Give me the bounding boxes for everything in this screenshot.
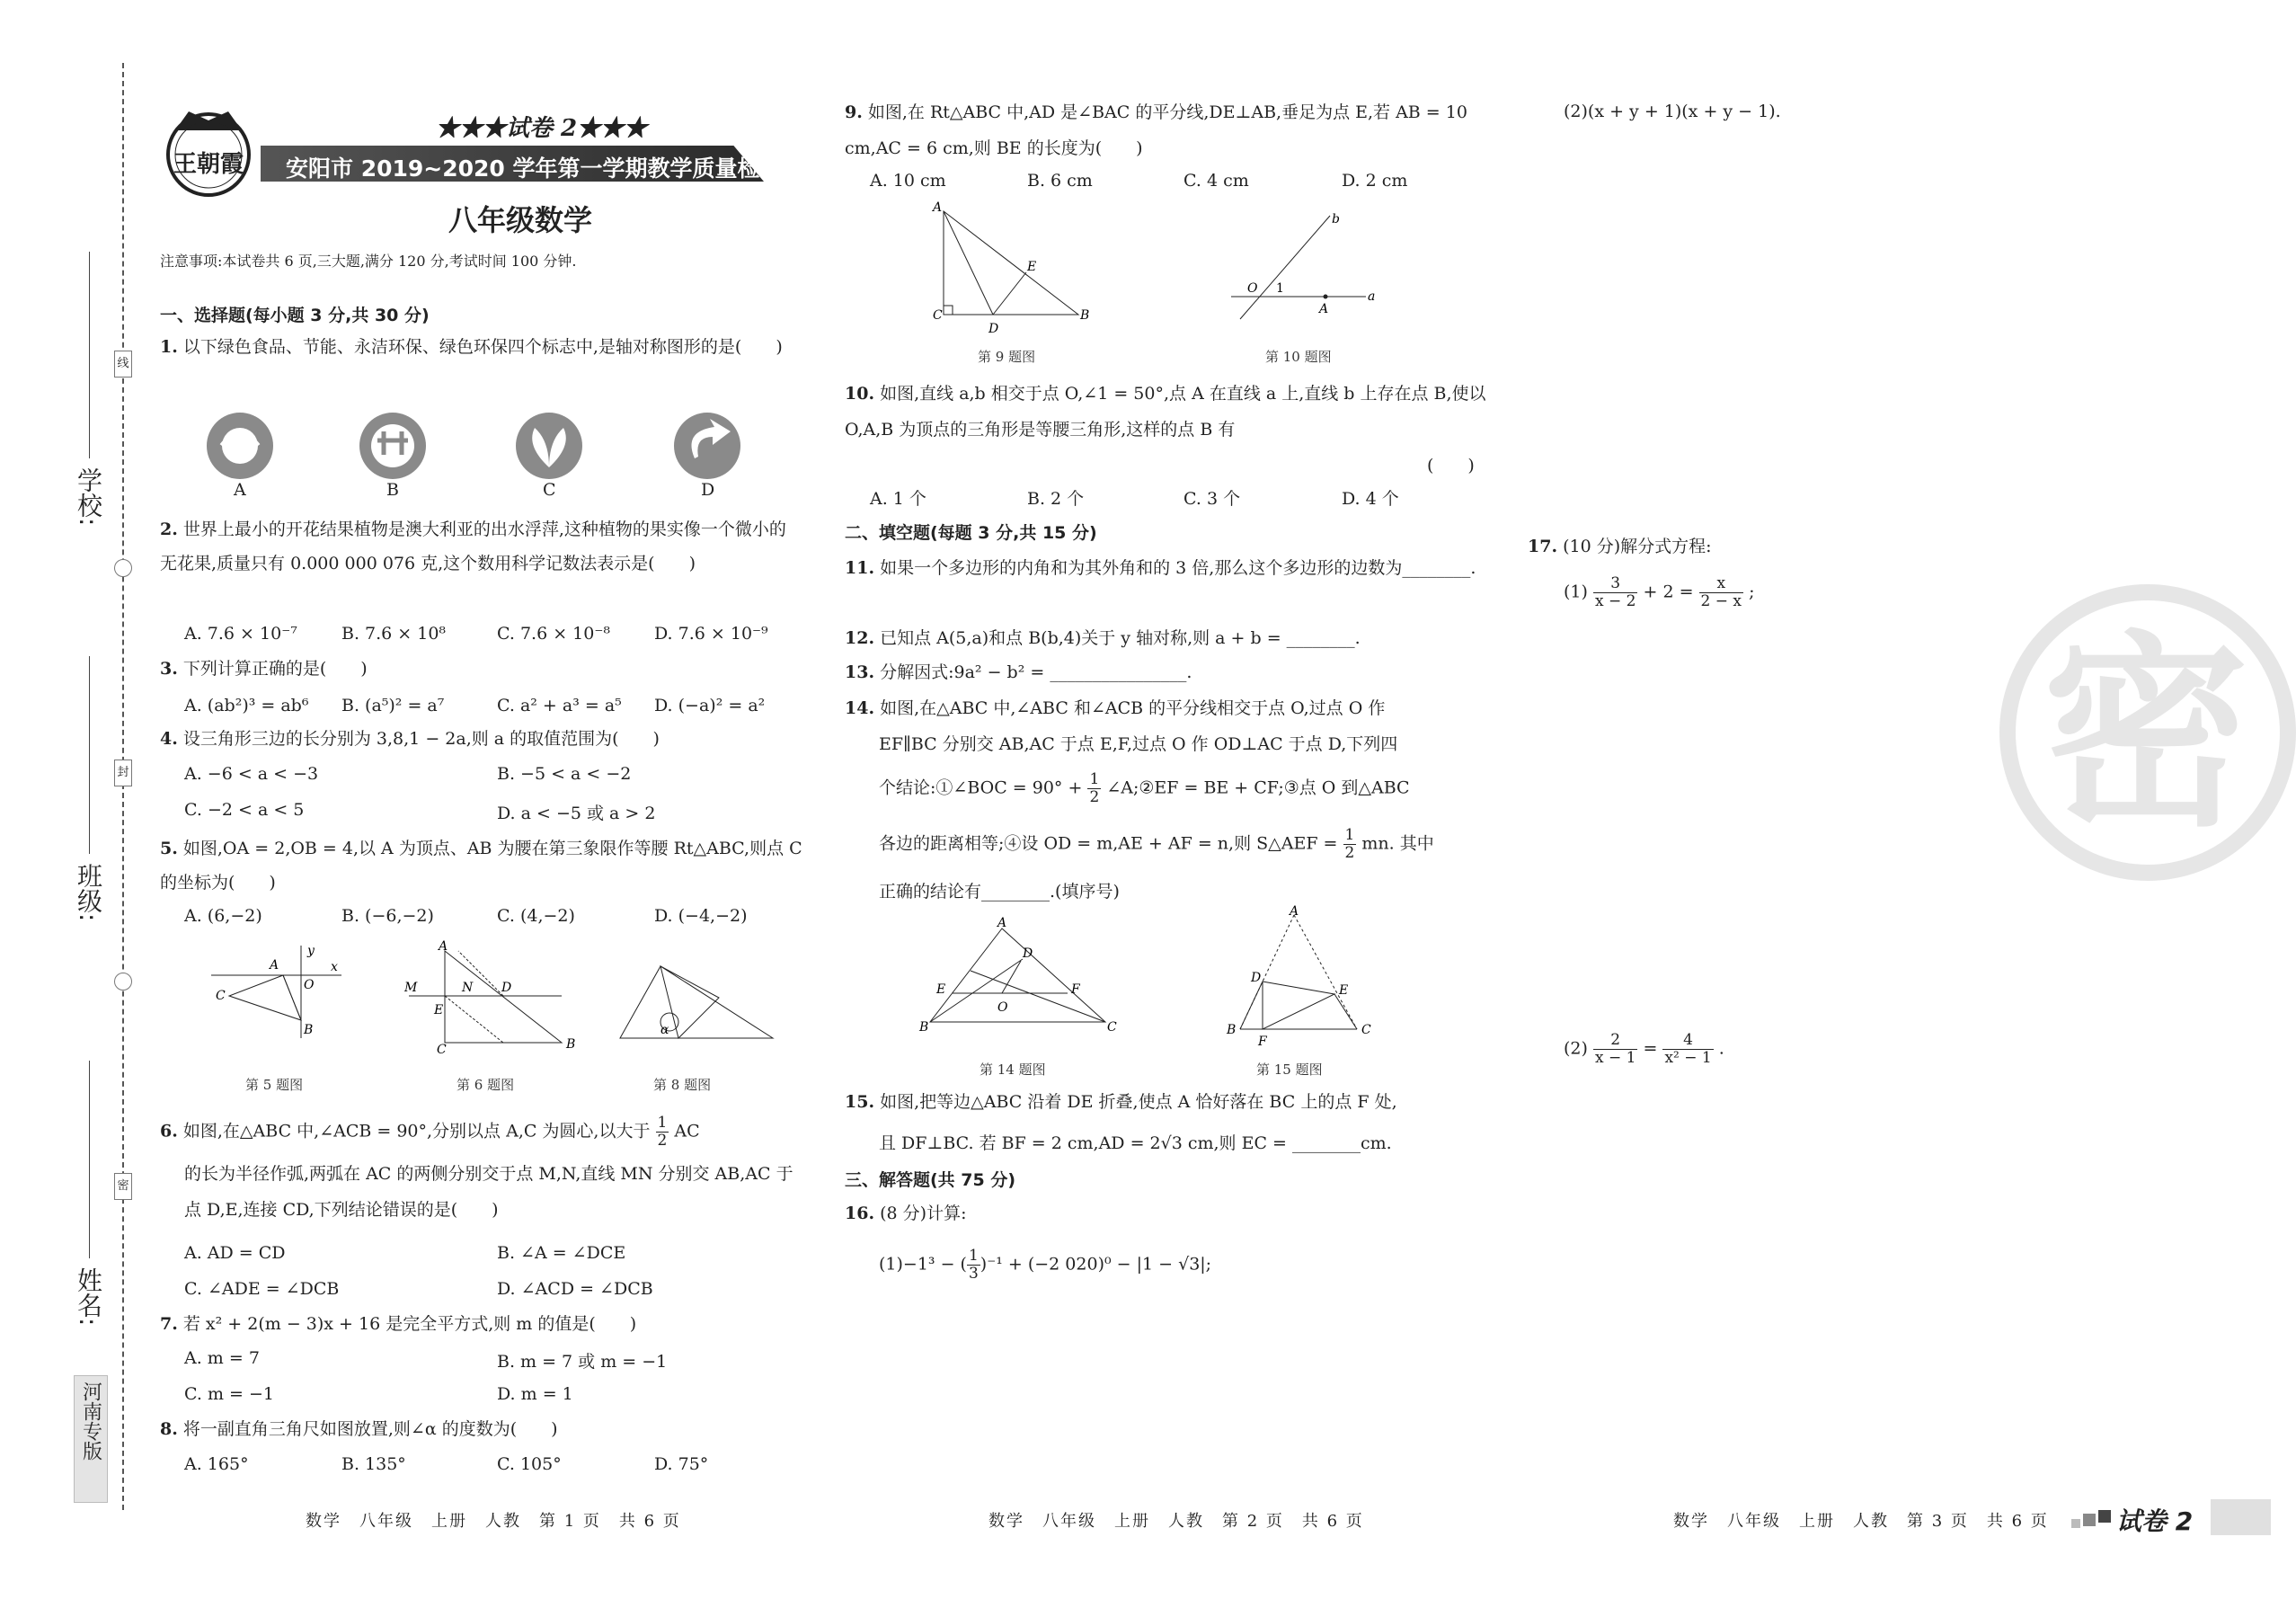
- q10-text: 如图,直线 a,b 相交于点 O,∠1 = 50°,点 A 在直线 a 上,直线 b 上存在点 B,使以 O,A,B 为顶点的三角形是等腰三角形,这样的点 B 有: [845, 384, 1486, 440]
- q5-num: 5.: [160, 839, 178, 858]
- q9-num: 9.: [845, 102, 863, 122]
- svg-text:b: b: [1332, 212, 1340, 227]
- name-blank: [89, 1061, 91, 1258]
- q14-fraction-half: $\frac{1}{2}$: [1089, 770, 1100, 806]
- q6-text-a: 如图,在△ABC 中,∠ACB = 90°,分别以点 A,C 为圆心,以大于: [182, 1121, 651, 1142]
- binding-hole-1: [114, 559, 132, 577]
- q4-opt-d: D. a < −5 或 a > 2: [497, 804, 656, 823]
- svg-text:E: E: [936, 982, 946, 997]
- q17-part2: (2) $\frac{2}{x - 1}$ = $\frac{4}{\text{x² − 1}}$ .: [1564, 1031, 1724, 1067]
- q5-opt-a: A. (6,−2): [184, 906, 262, 926]
- q1-logos: [193, 404, 768, 503]
- q4-text: 设三角形三边的长分别为 3,8,1 − 2a,则 a 的取值范围为( ): [182, 729, 660, 749]
- svg-text:O: O: [997, 1000, 1008, 1015]
- q14-num: 14.: [845, 698, 875, 718]
- footer-page-1: 数学 八年级 上册 人教 第 1 页 共 6 页: [306, 1512, 681, 1531]
- q17: [1528, 534, 1712, 559]
- q2-opt-d: D. 7.6 × 10⁻⁹: [654, 624, 768, 644]
- q6-opt-d: D. ∠ACD = ∠DCB: [497, 1279, 653, 1299]
- q10-opt-c: C. 3 个: [1183, 489, 1241, 509]
- school-blank: [89, 252, 91, 458]
- q2-opt-c: C. 7.6 × 10⁻⁸: [497, 624, 610, 644]
- svg-text:D: D: [1023, 946, 1033, 961]
- q14-line5: 正确的结论有________.(填序号): [879, 882, 1120, 902]
- q15-num: 15.: [845, 1092, 875, 1112]
- q2-opt-a: A. 7.6 × 10⁻⁷: [184, 624, 297, 644]
- q8-opt-b: B. 135°: [341, 1454, 406, 1474]
- q17-p1-fraction-1: $\frac{3}{x - 2}$: [1594, 574, 1636, 610]
- section-2-title: 二、填空题(每题 3 分,共 15 分): [845, 523, 1097, 543]
- q10-opt-b: B. 2 个: [1027, 489, 1085, 509]
- q16: [845, 1201, 966, 1226]
- q10-num: 10.: [845, 384, 875, 404]
- svg-text:C: C: [1107, 1020, 1117, 1035]
- subject-title: 八年级数学: [448, 203, 593, 237]
- svg-text:E: E: [1339, 983, 1349, 998]
- svg-text:C: C: [933, 308, 943, 323]
- section-1-title: 一、选择题(每小题 3 分,共 30 分): [160, 306, 430, 325]
- q10: [845, 376, 1492, 448]
- clean-environment-icon: [516, 413, 582, 479]
- watermark-glyph: 密: [2043, 615, 2250, 855]
- green-food-icon: [207, 413, 273, 479]
- q16-num: 16.: [845, 1204, 875, 1223]
- q14-fraction-half-2: $\frac{1}{2}$: [1344, 826, 1355, 862]
- q2-text: 世界上最小的开花结果植物是澳大利亚的出水浮萍,这种植物的果实像一个微小的无花果,质量只有 0.000 000 076 克,这个数用科学记数法表示是( ): [160, 520, 786, 573]
- fig-8: [616, 948, 782, 1047]
- svg-text:B: B: [919, 1020, 929, 1035]
- footer-tag: 试卷 2: [2116, 1506, 2194, 1536]
- q5-opt-b: B. (−6,−2): [341, 906, 434, 926]
- q3-opt-b: B. (a⁵)² = a⁷: [341, 696, 445, 715]
- svg-text:1: 1: [1276, 281, 1284, 296]
- binding-hole-2: [114, 973, 132, 991]
- svg-text:A: A: [1319, 302, 1329, 316]
- q14-line3: 个结论:①∠BOC = 90° + $\frac{1}{2}$ ∠A;②EF = BE + CF;③点 O 到△ABC: [879, 770, 1410, 806]
- q15-line1: 如图,把等边△ABC 沿着 DE 折叠,使点 A 恰好落在 BC 上的点 F 处,: [880, 1092, 1397, 1112]
- svg-text:α: α: [660, 1023, 669, 1037]
- q10-paren: ( ): [1427, 456, 1475, 475]
- svg-text:B: B: [566, 1037, 576, 1052]
- q1-label-d: D: [701, 480, 715, 500]
- svg-text:A: A: [997, 916, 1007, 930]
- q1: [160, 334, 802, 360]
- q9-text: 如图,在 Rt△ABC 中,AD 是∠BAC 的平分线,DE⊥AB,垂足为点 E,若 AB = 10 cm,AC = 6 cm,则 BE 的长度为( ): [845, 102, 1467, 158]
- notice: 注意事项:本试卷共 6 页,三大题,满分 120 分,考试时间 100 分钟.: [160, 253, 577, 270]
- q4-opt-a: A. −6 < a < −3: [184, 764, 319, 784]
- svg-text:y: y: [307, 944, 315, 958]
- svg-text:O: O: [1247, 281, 1258, 296]
- q1-label-b: B: [386, 480, 399, 500]
- q3-text: 下列计算正确的是( ): [182, 659, 368, 679]
- q7: [160, 1311, 636, 1337]
- q5-text: 如图,OA = 2,OB = 4,以 A 为顶点、AB 为腰在第三象限作等腰 Rt△ABC,则点 C 的坐标为( ): [160, 839, 802, 893]
- q11-num: 11.: [845, 558, 875, 578]
- secret-watermark: [1999, 584, 2296, 881]
- svg-text:D: D: [1251, 971, 1262, 985]
- q3-opt-a: A. (ab²)³ = ab⁶: [184, 696, 309, 715]
- fig-6: [404, 939, 584, 1057]
- q1-label-c: C: [543, 480, 556, 500]
- seal-mi-box: 密: [114, 1173, 132, 1200]
- svg-text:A: A: [439, 939, 448, 954]
- logo-text: 王朝霞: [173, 151, 244, 178]
- svg-text:C: C: [216, 989, 226, 1003]
- q12: [845, 626, 1361, 651]
- q3-opt-d: D. (−a)² = a²: [654, 696, 766, 715]
- footer-tag-squares: [2071, 1510, 2112, 1530]
- q2: [160, 512, 802, 581]
- q12-text: 已知点 A(5,a)和点 B(b,4)关于 y 轴对称,则 a + b = ________.: [880, 628, 1361, 648]
- q17-num: 17.: [1528, 537, 1558, 556]
- fig-14: [917, 916, 1117, 1038]
- name-label: 姓名:: [74, 1267, 103, 1327]
- q9-opt-c: C. 4 cm: [1183, 171, 1249, 191]
- q4-num: 4.: [160, 729, 178, 749]
- svg-text:N: N: [462, 981, 474, 995]
- q2-num: 2.: [160, 520, 178, 539]
- q5-opt-d: D. (−4,−2): [654, 906, 748, 926]
- binding-line: [122, 63, 124, 1510]
- fig-5: [207, 944, 350, 1043]
- q17-p1-fraction-2: $\frac{x}{2 - x}$: [1700, 574, 1742, 610]
- q10-opt-a: A. 1 个: [870, 489, 926, 509]
- q7-opt-b: B. m = 7 或 m = −1: [497, 1352, 668, 1372]
- svg-text:C: C: [437, 1043, 447, 1057]
- energy-saving-icon: [359, 413, 426, 479]
- q16-fraction-third: $\frac{1}{3}$: [968, 1247, 979, 1283]
- q9-opt-a: A. 10 cm: [870, 171, 946, 191]
- svg-text:C: C: [1361, 1023, 1371, 1037]
- q3-num: 3.: [160, 659, 178, 679]
- footer-page-2: 数学 八年级 上册 人教 第 2 页 共 6 页: [988, 1512, 1364, 1531]
- q17-p2-fraction-2: $\frac{4}{\text{x² − 1}}$: [1664, 1031, 1712, 1067]
- fig-9: [926, 202, 1092, 337]
- q14-line4: 各边的距离相等;④设 OD = m,AE + AF = n,则 S△AEF = $\frac{1}{2}$ mn. 其中: [879, 826, 1434, 862]
- edition-box: [74, 1375, 108, 1503]
- svg-text:O: O: [304, 978, 315, 992]
- class-label: 班级:: [74, 863, 103, 922]
- logo: [157, 99, 261, 198]
- q16-part1: (1)−1³ − ( $\frac{1}{3}$ )⁻¹ + (−2 020)⁰ − |1 − √3|;: [879, 1247, 1212, 1283]
- q7-opt-c: C. m = −1: [184, 1384, 274, 1404]
- q1-num: 1.: [160, 337, 178, 357]
- q6-opt-a: A. AD = CD: [184, 1243, 286, 1263]
- svg-text:A: A: [933, 200, 943, 215]
- q9-opt-d: D. 2 cm: [1342, 171, 1408, 191]
- q8: [160, 1417, 558, 1442]
- svg-text:x: x: [331, 960, 338, 974]
- paper-tag: ★★★试卷 2★★★: [436, 115, 648, 142]
- q5: [160, 831, 802, 900]
- svg-text:B: B: [304, 1023, 314, 1037]
- q5-opt-c: C. (4,−2): [497, 906, 575, 926]
- caption-6: 第 6 题图: [457, 1077, 515, 1093]
- q6: [160, 1115, 802, 1150]
- q13-text: 分解因式:9a² − b² = ________________.: [880, 662, 1192, 682]
- caption-10: 第 10 题图: [1265, 349, 1332, 365]
- q6-opt-c: C. ∠ADE = ∠DCB: [184, 1279, 340, 1299]
- q17-part1: (1) $\frac{3}{x - 2}$ + 2 = $\frac{x}{2 - x}$ ;: [1564, 574, 1755, 610]
- q14-line2: EF∥BC 分别交 AB,AC 于点 E,F,过点 O 作 OD⊥AC 于点 D,下列四: [879, 734, 1398, 754]
- footer-page-3: 数学 八年级 上册 人教 第 3 页 共 6 页: [1673, 1512, 2049, 1531]
- q7-text: 若 x² + 2(m − 3)x + 16 是完全平方式,则 m 的值是( ): [182, 1314, 637, 1334]
- svg-text:B: B: [1080, 308, 1090, 323]
- seal-feng-box: 封: [114, 760, 132, 786]
- svg-text:E: E: [1027, 260, 1037, 274]
- q8-opt-a: A. 165°: [184, 1454, 249, 1474]
- q17-text: (10 分)解分式方程:: [1563, 537, 1712, 556]
- caption-15: 第 15 题图: [1256, 1062, 1323, 1078]
- q13-num: 13.: [845, 662, 875, 682]
- svg-text:M: M: [404, 981, 418, 995]
- q11-text: 如果一个多边形的内角和为其外角和的 3 倍,那么这个多边形的边数为________.: [880, 558, 1476, 578]
- q3: [160, 656, 368, 681]
- svg-text:A: A: [1290, 904, 1299, 919]
- q13: [845, 660, 1192, 685]
- q9: [845, 94, 1492, 166]
- svg-text:D: D: [988, 322, 999, 336]
- svg-text:E: E: [434, 1003, 444, 1017]
- svg-text:A: A: [270, 958, 279, 973]
- svg-text:a: a: [1368, 289, 1376, 304]
- q8-text: 将一副直角三角尺如图放置,则∠α 的度数为( ): [182, 1419, 558, 1439]
- q7-num: 7.: [160, 1314, 178, 1334]
- q14-line1: 如图,在△ABC 中,∠ABC 和∠ACB 的平分线相交于点 O,过点 O 作: [880, 698, 1386, 718]
- caption-14: 第 14 题图: [980, 1062, 1046, 1078]
- q6-fraction: $\frac{1}{2}$: [657, 1114, 668, 1150]
- class-blank: [89, 656, 91, 854]
- q14: [845, 696, 1385, 721]
- q9-opt-b: B. 6 cm: [1027, 171, 1093, 191]
- svg-text:F: F: [1258, 1035, 1267, 1049]
- q6-opt-b: B. ∠A = ∠DCE: [497, 1243, 626, 1263]
- q8-opt-d: D. 75°: [654, 1454, 709, 1474]
- q2-opt-b: B. 7.6 × 10⁸: [341, 624, 447, 644]
- q1-label-a: A: [234, 480, 246, 500]
- edition-label: 河南专版: [79, 1381, 102, 1461]
- seal-line-box: 线: [114, 351, 132, 378]
- q8-opt-c: C. 105°: [497, 1454, 562, 1474]
- svg-text:D: D: [501, 981, 512, 995]
- q7-opt-d: D. m = 1: [497, 1384, 573, 1404]
- q6-text-ac: AC: [674, 1121, 700, 1142]
- q4-opt-c: C. −2 < a < 5: [184, 800, 305, 820]
- svg-text:F: F: [1071, 982, 1080, 997]
- banner-title: 安阳市 2019~2020 学年第一学期教学质量检测试题卷: [286, 155, 850, 182]
- section-3-title: 三、解答题(共 75 分): [845, 1170, 1016, 1190]
- q1-text: 以下绿色食品、节能、永洁环保、绿色环保四个标志中,是轴对称图形的是( ): [182, 337, 783, 357]
- q4: [160, 726, 660, 751]
- caption-5: 第 5 题图: [245, 1077, 304, 1093]
- q15-line2: 且 DF⊥BC. 若 BF = 2 cm,AD = 2√3 cm,则 EC = ________cm.: [879, 1133, 1392, 1153]
- q6-cont: 的长为半径作弧,两弧在 AC 的两侧分别交于点 M,N,直线 MN 分别交 AB,AC 于点 D,E,连接 CD,下列结论错误的是( ): [184, 1164, 793, 1220]
- q3-opt-c: C. a² + a³ = a⁵: [497, 696, 622, 715]
- fig-15: [1222, 904, 1384, 1052]
- q17-p2-fraction-1: $\frac{2}{x - 1}$: [1594, 1031, 1636, 1067]
- school-label: 学校:: [74, 467, 103, 527]
- svg-text:B: B: [1227, 1023, 1237, 1037]
- q6-num: 6.: [160, 1121, 178, 1142]
- recycle-icon: [674, 413, 740, 479]
- q12-num: 12.: [845, 628, 875, 648]
- caption-9: 第 9 题图: [978, 349, 1036, 365]
- caption-8: 第 8 题图: [653, 1077, 712, 1093]
- q15: [845, 1089, 1397, 1115]
- q11: [845, 550, 1492, 586]
- q16-part2: (2)(x + y + 1)(x + y − 1).: [1564, 102, 1781, 121]
- fig-10: [1222, 207, 1402, 324]
- q4-opt-b: B. −5 < a < −2: [497, 764, 632, 784]
- q16-text: (8 分)计算:: [880, 1204, 967, 1223]
- q7-opt-a: A. m = 7: [184, 1348, 260, 1368]
- q10-opt-d: D. 4 个: [1342, 489, 1399, 509]
- q8-num: 8.: [160, 1419, 178, 1439]
- footer-tag-bar: [2211, 1499, 2271, 1535]
